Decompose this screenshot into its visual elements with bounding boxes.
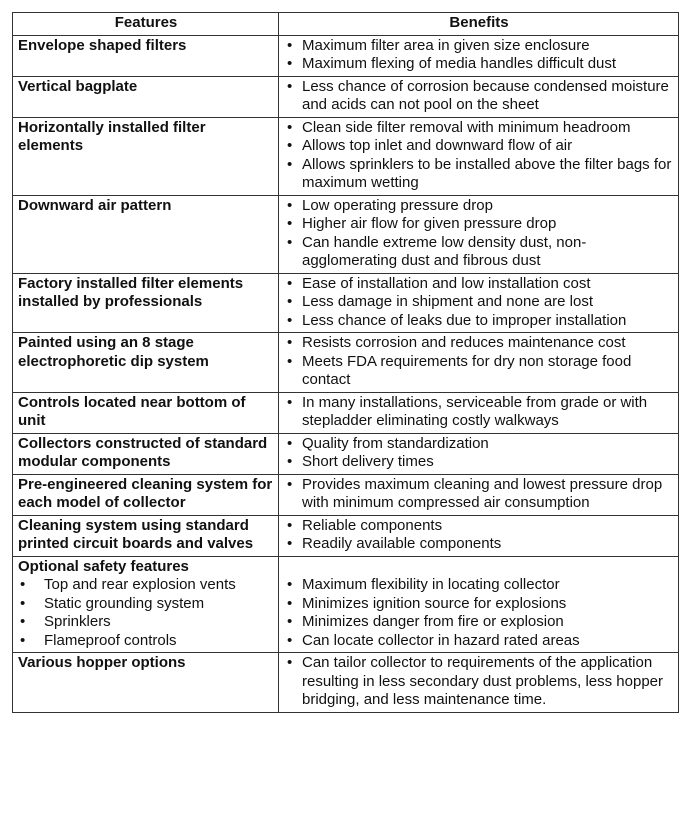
benefit-item: • Can locate collector in hazard rated areas [284,632,674,651]
table-row [13,117,679,195]
benefit-item: • Readily available components [284,535,674,554]
table-row [13,556,679,653]
benefits-cell [279,333,679,393]
feature-label: Vertical bagplate [18,77,138,95]
benefit-item: • Meets FDA requirements for dry non storage food contact [284,353,674,390]
feature-label: Horizontally installed filter elements [18,118,206,154]
table-row [13,433,679,474]
table-row [13,195,679,273]
feature-cell [13,273,279,333]
benefit-item: • Less chance of leaks due to improper installation [284,312,674,331]
header-row [13,13,679,36]
table-row [13,273,679,333]
feature-cell [13,76,279,117]
benefit-item: • Less chance of corrosion because condensed moisture and acids can not pool on the sheet [284,78,674,115]
benefit-item: • Maximum filter area in given size enclosure [284,37,674,56]
feature-cell [13,195,279,273]
benefit-item: • Minimizes ignition source for explosions [284,595,674,614]
features-header: Features [13,13,279,36]
sub-feature-item: • Sprinklers [18,613,274,632]
benefit-item: • Reliable components [284,517,674,536]
benefits-cell [279,76,679,117]
benefits-cell [279,392,679,433]
feature-label: Controls located near bottom of unit [18,393,246,429]
sub-feature-item: • Flameproof controls [18,632,274,651]
benefit-item: • Short delivery times [284,453,674,472]
benefit-item: • Can handle extreme low density dust, non-agglomerating dust and fibrous dust [284,234,674,271]
table-row [13,392,679,433]
benefits-cell [279,433,679,474]
feature-cell [13,117,279,195]
benefit-item: • Less damage in shipment and none are lost [284,293,674,312]
benefits-cell [279,273,679,333]
feature-label: Collectors constructed of standard modular components [18,434,268,470]
benefits-cell [279,556,679,653]
benefit-item: • Allows sprinklers to be installed above the filter bags for maximum wetting [284,156,674,193]
features-benefits-table [12,12,679,713]
benefit-item: • Resists corrosion and reduces maintenance cost [284,334,674,353]
benefit-item: • In many installations, serviceable from grade or with stepladder eliminating costly walkways [284,394,674,431]
feature-label: Cleaning system using standard printed circuit boards and valves [18,516,254,552]
benefits-cell [279,35,679,76]
benefit-item: • Quality from standardization [284,435,674,454]
table-row [13,35,679,76]
feature-label: Factory installed filter elements installed by professionals [18,274,244,310]
feature-cell [13,433,279,474]
benefit-item: • Can tailor collector to requirements of the application resulting in less secondary dust problems, less hopper bridging, and less maintenance time. [284,654,674,710]
table-row [13,333,679,393]
sub-feature-item: • Top and rear explosion vents [18,576,274,595]
feature-cell [13,392,279,433]
benefit-item: • Clean side filter removal with minimum headroom [284,119,674,138]
benefit-item: • Higher air flow for given pressure drop [284,215,674,234]
benefits-header: Benefits [279,13,679,36]
feature-label: Optional safety features [18,557,189,575]
table-row [13,76,679,117]
feature-cell [13,515,279,556]
feature-cell [13,474,279,515]
sub-feature-list [18,576,274,650]
feature-label: Painted using an 8 stage electrophoretic dip system [18,334,209,370]
feature-label: Various hopper options [18,654,186,671]
table-row [13,474,679,515]
feature-cell [13,35,279,76]
benefits-cell [279,653,679,713]
feature-label: Envelope shaped filters [18,36,187,54]
sub-feature-item: • Static grounding system [18,595,274,614]
benefit-item: • Low operating pressure drop [284,197,674,216]
benefits-cell [279,195,679,273]
feature-label: Downward air pattern [18,196,172,214]
table-row [13,515,679,556]
benefit-item: • Maximum flexing of media handles difficult dust [284,55,674,74]
benefit-item: • Ease of installation and low installation cost [284,275,674,294]
feature-cell [13,333,279,393]
benefits-cell [279,474,679,515]
feature-cell [13,556,279,653]
benefit-item: • Minimizes danger from fire or explosion [284,613,674,632]
benefit-item: • Provides maximum cleaning and lowest pressure drop with minimum compressed air consumption [284,476,674,513]
benefits-cell [279,117,679,195]
feature-label: Pre-engineered cleaning system for each model of collector [18,475,273,511]
table-row [13,653,679,713]
benefits-cell [279,515,679,556]
benefit-item: • Allows top inlet and downward flow of air [284,137,674,156]
benefit-item: • Maximum flexibility in locating collector [284,576,674,595]
feature-cell [13,653,279,713]
